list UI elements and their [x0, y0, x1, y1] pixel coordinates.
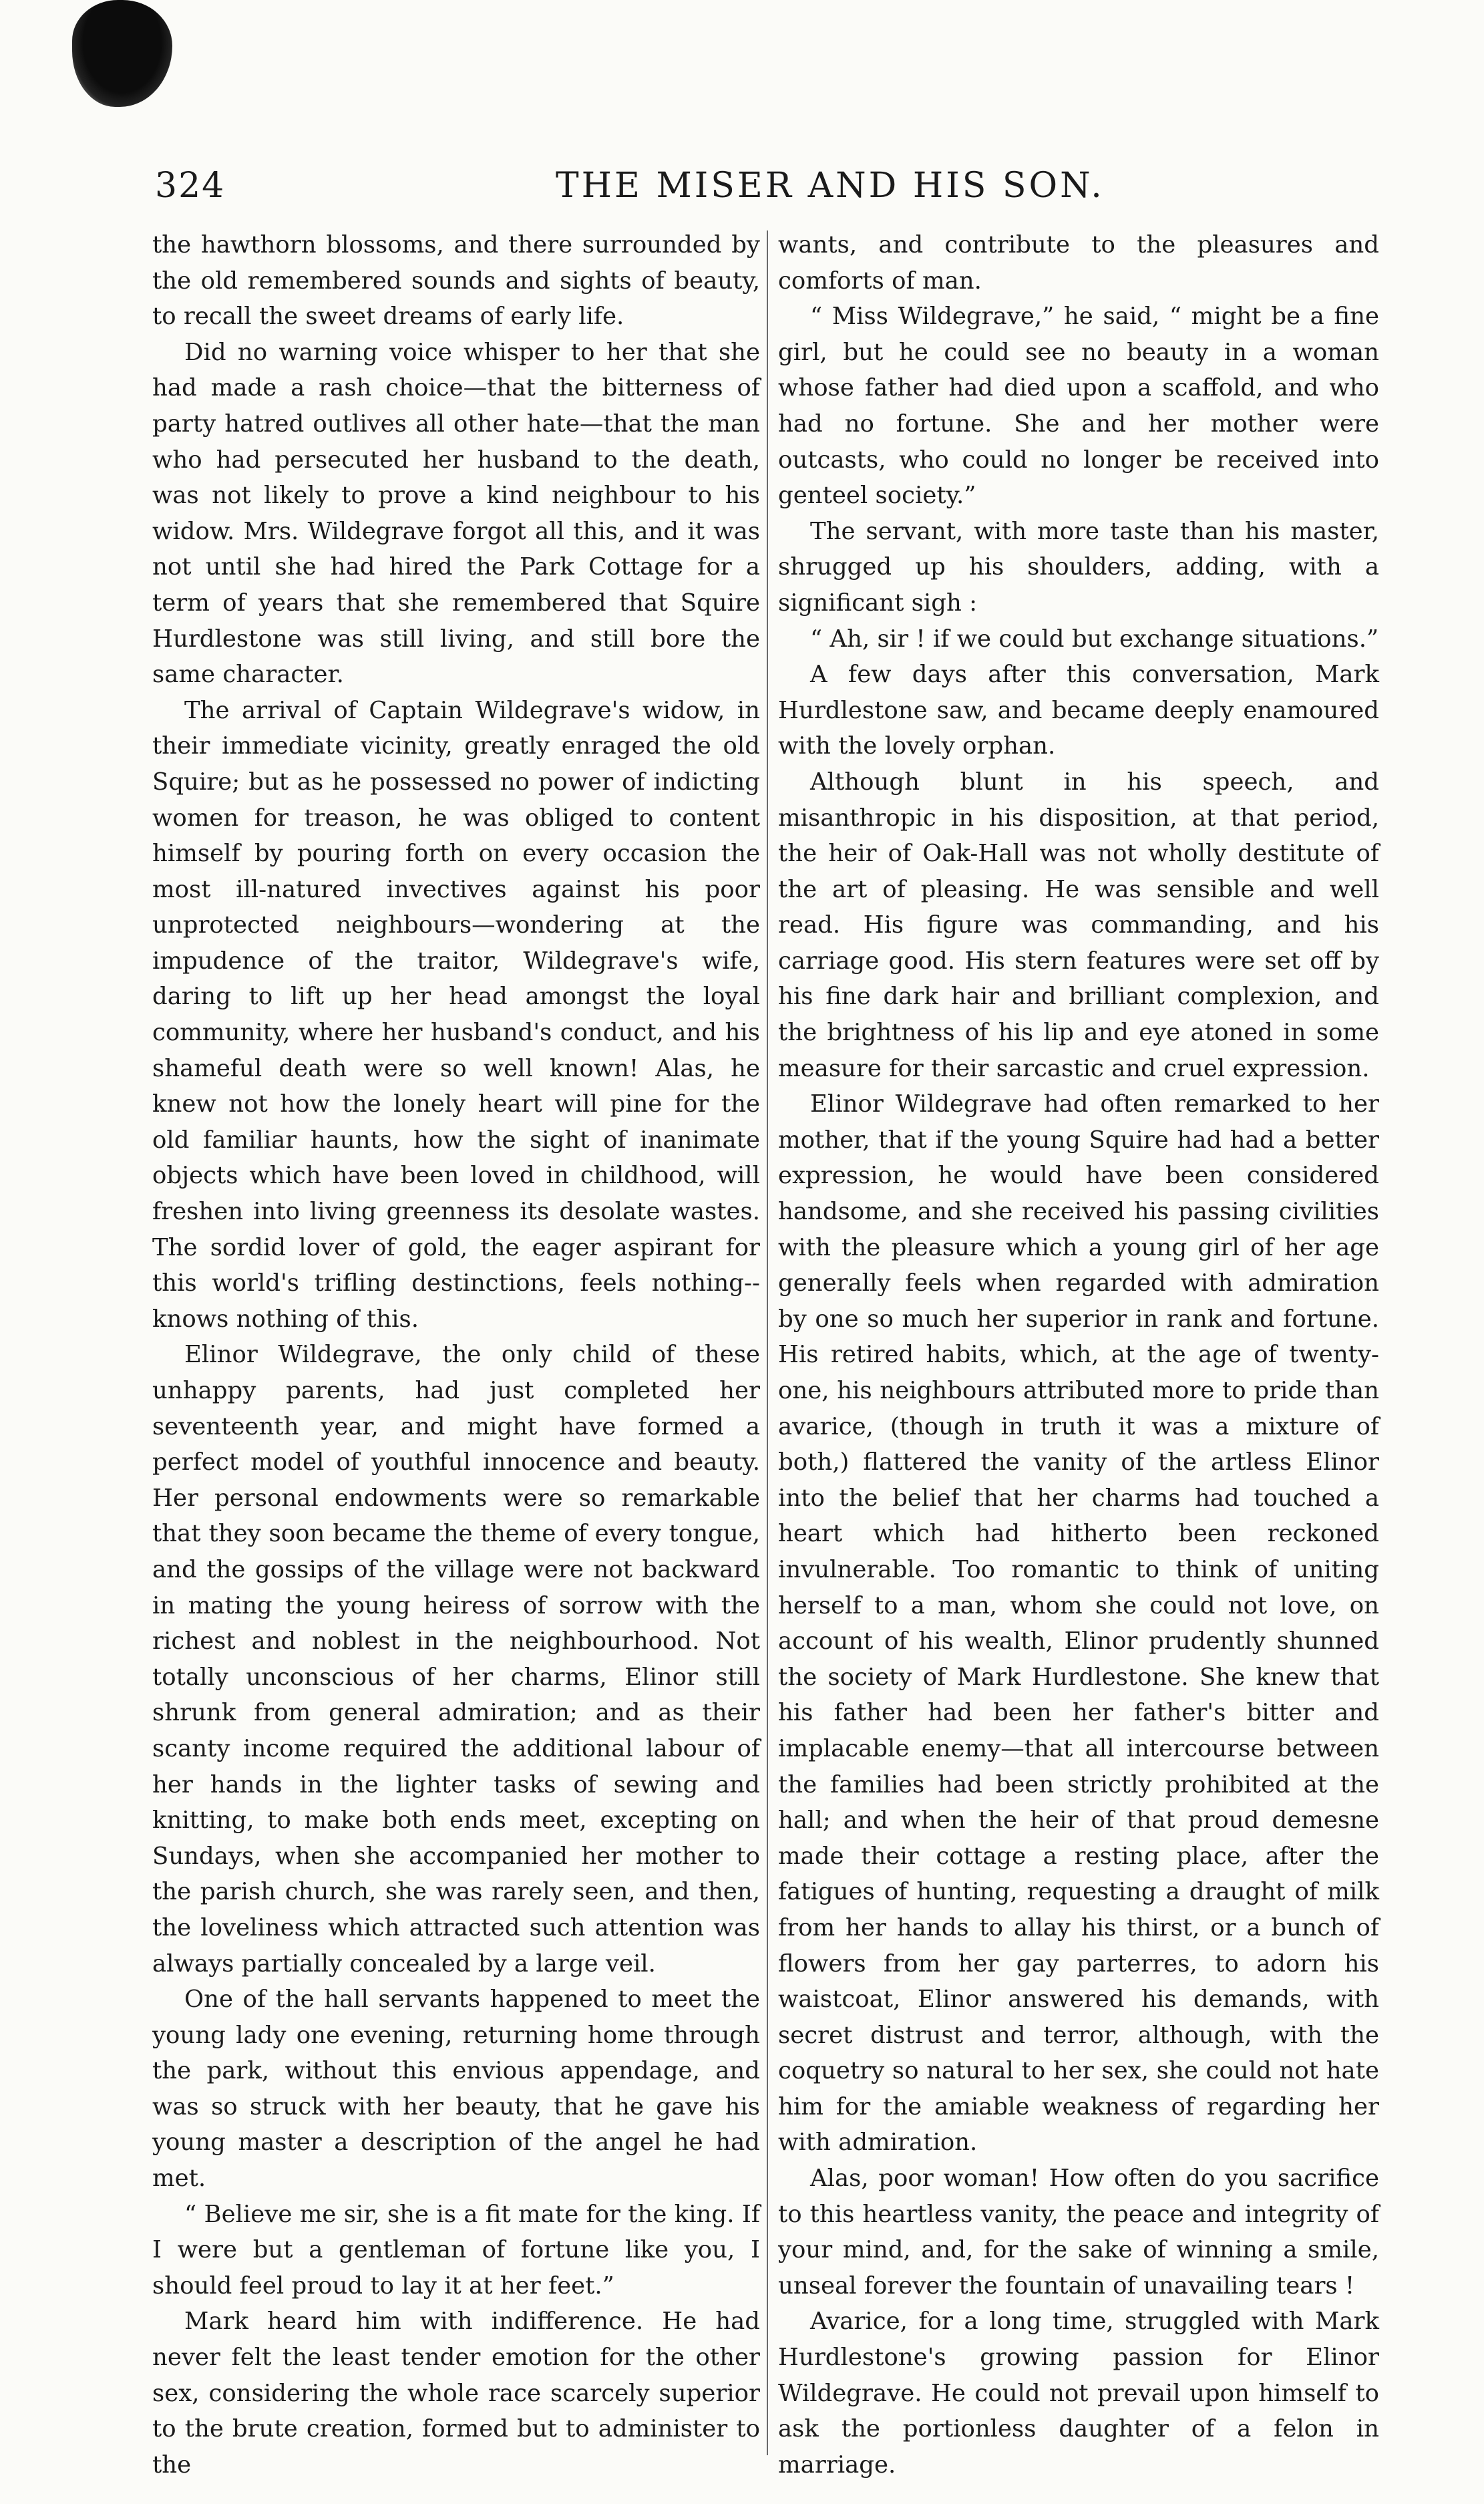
- left-column: [152, 227, 760, 2479]
- paragraph: “ Ah, sir ! if we could but exchange situations.”: [810, 625, 1379, 653]
- paragraph: Elinor Wildegrave had often remarked to her mother, that if the young Squire had had a better expression, he would have been considered handsome, and she received his passing civilities with the pleasure which a young girl of her age generally feels when regarded with admiration by one so much her superior in rank and fortune. His retired habits, which, at the age of twenty-one, his neighbours attributed more to pride than avarice, (though in truth it was a mixture of both,) flattered the vanity of the artless Elinor into the belief that her charms had touched a heart which had hitherto been reckoned invulnerable. Too romantic to think of uniting herself to a man, whom she could not love, on account of his wealth, Elinor prudently shunned the society of Mark Hurdlestone. She knew that his father had been her father's bitter and implacable enemy—that all intercourse between the families had been strictly prohibited at the hall; and when the heir of that proud demesne made their cottage a resting place, after the fatigues of hunting, requesting a draught of milk from her hands to allay his thirst, or a bunch of flowers from her gay parterres, to adorn his waistcoat, Elinor answered his demands, with secret distrust and terror, although, with the coquetry so natural to her sex, she could not hate him for the amiable weakness of regarding her with admiration.: [778, 1090, 1379, 2157]
- page-header: [155, 166, 1357, 212]
- paragraph: “ Miss Wildegrave,” he said, “ might be a fine girl, but he could see no beauty in a woman whose father had died upon a scaffold, and who had no fortune. She and her mother were outcasts, who could no longer be received into genteel society.”: [778, 303, 1379, 510]
- page-number: 324: [155, 166, 226, 206]
- paragraph: The servant, with more taste than his master, shrugged up his shoulders, adding, with a significant sigh :: [778, 517, 1379, 617]
- paragraph: Did no warning voice whisper to her that she had made a rash choice—that the bitterness of party hatred outlives all other hate—that the man who had persecuted her husband to the death, was not likely to prove a kind neighbour to his widow. Mrs. Wildegrave forgot all this, and it was not until she had hired the Park Cottage for a term of years that she remembered that Squire Hurdlestone was still living, and still bore the same character.: [152, 338, 760, 689]
- paragraph: wants, and contribute to the pleasures and comforts of man.: [778, 231, 1379, 295]
- paragraph: Although blunt in his speech, and misanthropic in his disposition, at that period, the heir of Oak-Hall was not wholly destitute of the art of pleasing. He was sensible and well read. His figure was commanding, and his carriage good. His stern features were set off by his fine dark hair and brilliant complexion, and the brightness of his lip and eye atoned in some measure for their sarcastic and cruel expression.: [778, 768, 1379, 1082]
- paragraph: “ Believe me sir, she is a fit mate for the king. If I were but a gentleman of fortune like you, I should feel proud to lay it at her feet.”: [152, 2200, 760, 2300]
- running-title: THE MISER AND HIS SON.: [556, 166, 1105, 206]
- paragraph: Mark heard him with indifference. He had never felt the least tender emotion for the other sex, considering the whole race scarcely superior to the brute creation, formed but to administer to the: [152, 2308, 760, 2479]
- paragraph: A few days after this conversation, Mark Hurdlestone saw, and became deeply enamoured with the lovely orphan.: [778, 661, 1379, 760]
- right-column: [778, 227, 1379, 2479]
- ink-blot: [72, 0, 172, 107]
- column-divider: [767, 230, 768, 2455]
- paragraph: Alas, poor woman! How often do you sacrifice to this heartless vanity, the peace and integrity of your mind, and, for the sake of winning a smile, unseal forever the fountain of unavailing tears !: [778, 2165, 1379, 2300]
- paragraph: One of the hall servants happened to meet the young lady one evening, returning home through the park, without this envious appendage, and was so struck with her beauty, that he gave his young master a description of the angel he had met.: [152, 1986, 760, 2193]
- paragraph: the hawthorn blossoms, and there surrounded by the old remembered sounds and sights of beauty, to recall the sweet dreams of early life.: [152, 231, 760, 331]
- paragraph: The arrival of Captain Wildegrave's widow, in their immediate vicinity, greatly enraged the old Squire; but as he possessed no power of indicting women for treason, he was obliged to content himself by pouring forth on every occasion the most ill-natured invectives against his poor unprotected neighbours—wondering at the impudence of the traitor, Wildegrave's wife, daring to lift up her head amongst the loyal community, where her husband's conduct, and his shameful death were so well known! Alas, he knew not how the lonely heart will pine for the old familiar haunts, how the sight of inanimate objects which have been loved in childhood, will freshen into living greenness its desolate wastes. The sordid lover of gold, the eager aspirant for this world's trifling destinctions, feels nothing--knows nothing of this.: [152, 696, 760, 1333]
- paragraph: Avarice, for a long time, struggled with Mark Hurdlestone's growing passion for Elinor Wildegrave. He could not prevail upon himself to ask the portionless daughter of a felon in marriage.: [778, 2308, 1379, 2479]
- paragraph: Elinor Wildegrave, the only child of these unhappy parents, had just completed her seventeenth year, and might have formed a perfect model of youthful innocence and beauty. Her personal endowments were so remarkable that they soon became the theme of every tongue, and the gossips of the village were not backward in mating the young heiress of sorrow with the richest and noblest in the neighbourhood. Not totally unconscious of her charms, Elinor still shrunk from general admiration; and as their scanty income required the additional labour of her hands in the lighter tasks of sewing and knitting, to make both ends meet, excepting on Sundays, when she accompanied her mother to the parish church, she was rarely seen, and then, the loveliness which attracted such attention was always partially concealed by a large veil.: [152, 1341, 760, 1978]
